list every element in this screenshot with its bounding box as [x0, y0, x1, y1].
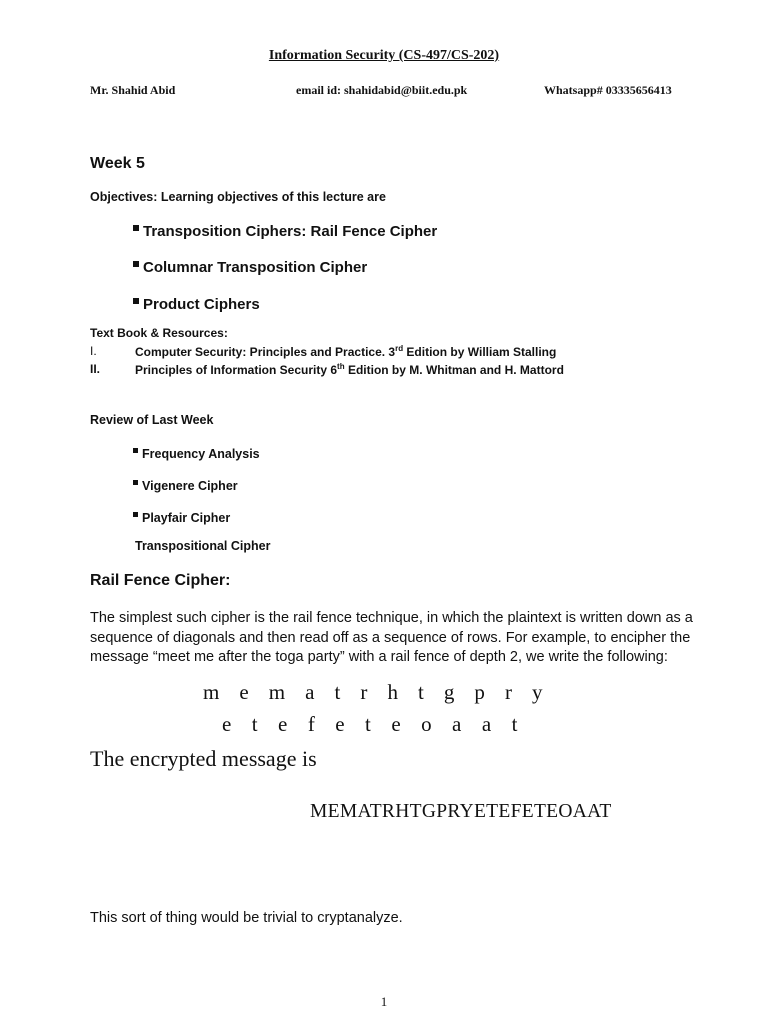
course-title: Information Security (CS-497/CS-202) — [268, 48, 500, 63]
ciphertext: MEMATRHTGPRYETEFETEOAAT — [310, 801, 612, 822]
rail-fence-heading: Rail Fence Cipher: — [90, 572, 231, 589]
resource-text: Edition by William Stalling — [403, 345, 557, 359]
resource-sup: th — [337, 362, 345, 371]
bullet-icon — [133, 512, 138, 517]
objective-item — [133, 296, 260, 313]
objective-item — [133, 223, 437, 240]
resource-number: I. — [90, 344, 97, 358]
bullet-icon — [133, 261, 139, 267]
resources-heading: Text Book & Resources: — [90, 326, 228, 340]
resource-text: Principles of Information Security 6 — [135, 363, 338, 377]
objective-label: Transposition Ciphers: Rail Fence Cipher — [143, 223, 438, 240]
rail-row-1: m e m a t r h t g p r y — [203, 680, 550, 704]
review-extra: Transpositional Cipher — [135, 539, 271, 553]
page-number: 1 — [380, 994, 388, 1009]
resource-item — [135, 344, 556, 359]
conclusion-text: This sort of thing would be trivial to cryptanalyze. — [90, 910, 403, 926]
bullet-icon — [133, 225, 139, 231]
resource-text: Computer Security: Principles and Practice. 3 — [135, 345, 396, 359]
review-label: Playfair Cipher — [142, 511, 231, 525]
bullet-icon — [133, 298, 139, 304]
objective-label: Columnar Transposition Cipher — [143, 259, 368, 276]
objective-label: Product Ciphers — [143, 296, 260, 313]
resource-sup: rd — [395, 344, 404, 353]
week-heading: Week 5 — [90, 155, 145, 172]
resource-item — [135, 362, 564, 377]
review-item — [133, 447, 260, 461]
instructor-name: Mr. Shahid Abid — [90, 83, 176, 97]
review-label: Frequency Analysis — [142, 447, 260, 461]
resource-number: II. — [90, 362, 101, 376]
resource-text: Edition by M. Whitman and H. Mattord — [344, 363, 564, 377]
instructor-email: email id: shahidabid@biit.edu.pk — [296, 83, 468, 97]
review-label: Vigenere Cipher — [142, 479, 238, 493]
rail-row-2: e t e f e t e o a a t — [222, 712, 526, 736]
encrypted-label: The encrypted message is — [90, 746, 317, 771]
review-heading: Review of Last Week — [90, 413, 214, 427]
rail-fence-paragraph: The simplest such cipher is the rail fence technique, in which the plaintext is written down as a sequence of diagonals and then read off as a sequence of rows. For example, to encipher the message “meet me after the toga party” with a rail fence of depth 2, we write the following: — [90, 610, 693, 665]
review-item — [133, 479, 238, 493]
objective-item — [133, 259, 367, 276]
bullet-icon — [133, 480, 138, 485]
instructor-whatsapp: Whatsapp# 03335656413 — [544, 83, 672, 97]
bullet-icon — [133, 448, 138, 453]
objectives-heading: Objectives: Learning objectives of this lecture are — [90, 190, 386, 204]
review-item — [133, 511, 230, 525]
